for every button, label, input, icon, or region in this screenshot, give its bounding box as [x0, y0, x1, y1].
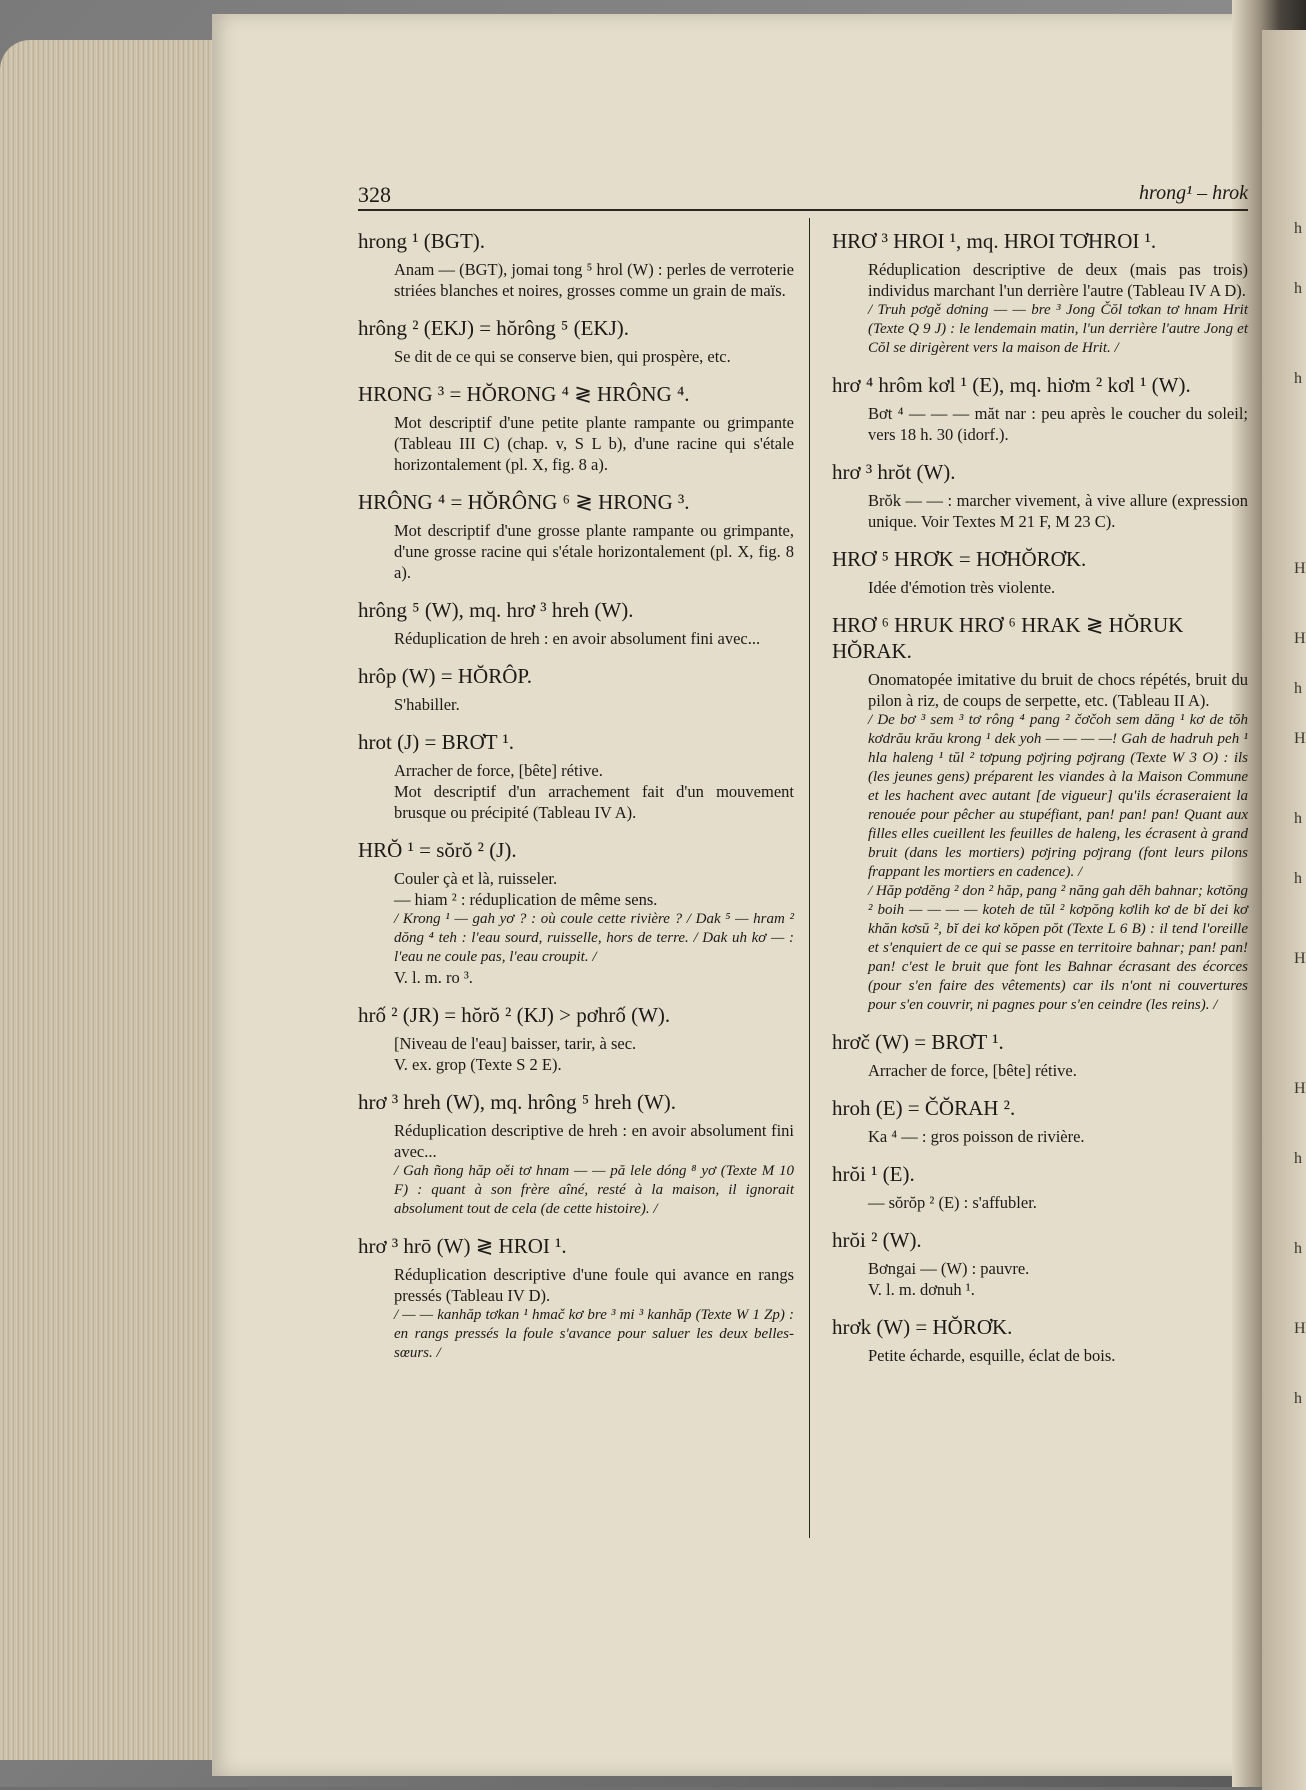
entry-headword: HRONG ³ = HŎRONG ⁴ ≷ HRÔNG ⁴. [358, 382, 690, 406]
entry-definition: Réduplication descriptive de hreh : en avoir absolument fini avec... [394, 1121, 794, 1161]
entry-headword: HRÔNG ⁴ = HŎRÔNG ⁶ ≷ HRONG ³. [358, 490, 690, 514]
entry-headword: hrong ¹ (BGT). [358, 229, 486, 253]
dictionary-entry [358, 597, 794, 649]
dictionary-entry [358, 663, 794, 715]
entry-definition: Petite écharde, esquille, éclat de bois. [868, 1346, 1116, 1365]
entry-headword: hrông ⁵ (W), mq. hrơ ³ hreh (W). [358, 598, 634, 622]
entry-headword: hrông ² (EKJ) = hŏrông ⁵ (EKJ). [358, 316, 630, 340]
dictionary-entry [832, 228, 1248, 358]
entry-headword: HRƠ ⁶ HRUK HRƠ ⁶ HRAK ≷ HŎRUK HŎRAK. [832, 613, 1184, 663]
dictionary-entry [832, 1095, 1248, 1147]
entry-definition: Ka ⁴ — : gros poisson de rivière. [868, 1127, 1085, 1146]
right-page-letter: H [1294, 1080, 1306, 1097]
entry-definition: Réduplication descriptive de deux (mais pas trois) individus marchant l'un derrière l'autre (Tableau IV A D). [868, 260, 1248, 300]
entry-headword: hrơ ³ hreh (W), mq. hrông ⁵ hreh (W). [358, 1090, 677, 1114]
dictionary-entry [358, 1089, 794, 1219]
entry-definition: — hiam ² : réduplication de même sens. [394, 890, 658, 909]
entry-definition: Arracher de force, [bête] rétive. [868, 1061, 1077, 1080]
dictionary-entry [358, 1002, 794, 1075]
entry-definition: Réduplication descriptive d'une foule qui avance en rangs pressés (Tableau IV D). [394, 1265, 794, 1305]
dictionary-entry [358, 315, 794, 367]
entry-example: / Gah ñong hăp oěi tơ hnam — — pă lele dóng ⁸ yơ (Texte M 10 F) : quant à son frère aîné, resté à la maison, il ignorait absolument tout de cela (de cette histoire). / [394, 1163, 794, 1217]
entry-example: / Hăp pơdĕng ² don ² hăp, pang ² năng gah dĕh bahnar; kơtŏng ² boih — — — — koteh de tŭl ² kơpŏng kơlih kơ de bĭ dei kơ khăn kơsŭ ², bĭ dei kơ kŏpen pŏt (Texte L 6 B) : il tend l'oreille et s'enquiert de ce qui se passe en territoire bahnar; pan! pan! pan! c'est le bruit que font les Bahnar écrasant des écorces (pour s'en faire des vêtements) car ils n'ont ni couvertures pour s'en couvrir, ni pagnes pour s'en ceindre (les reins). / [868, 883, 1248, 1013]
right-page-letter: h [1294, 870, 1302, 887]
header-rule [358, 209, 1248, 211]
entry-definition: Réduplication de hreh : en avoir absolument fini avec... [394, 629, 761, 648]
dictionary-entry [832, 1314, 1248, 1366]
right-page-letter: H [1294, 1320, 1306, 1337]
entry-example: / Truh pơgě dơning — — bre ³ Jong Čŏl tơkan tơ hnam Hrit (Texte Q 9 J) : le lendemain matin, l'un derrière l'autre Jong et Cŏl se dirigèrent vers la maison de Hrit. / [868, 302, 1248, 356]
dictionary-entry [832, 1029, 1248, 1081]
right-page-letter: h [1294, 1240, 1302, 1257]
entry-definition: Mot descriptif d'une petite plante rampante ou grimpante (Tableau III C) (chap. v, S L b), d'une racine qui s'étale horizontalement (pl. X, fig. 8 a). [394, 413, 794, 474]
dictionary-entry [832, 459, 1248, 532]
entry-headword: hrơ ⁴ hrôm kơl ¹ (E), mq. hiơm ² kơl ¹ (W). [832, 373, 1191, 397]
right-page-letter: h [1294, 280, 1302, 297]
entry-headword: hrơ ³ hrŏt (W). [832, 460, 956, 484]
dictionary-entry [832, 1161, 1248, 1213]
right-page-letter: h [1294, 370, 1302, 387]
entry-definition: Couler çà et là, ruisseler. [394, 869, 558, 888]
entry-definition: Mot descriptif d'une grosse plante rampante ou grimpante, d'une grosse racine qui s'étale horizontalement (pl. X, fig. 8 a). [394, 521, 794, 582]
dictionary-entry [358, 729, 794, 823]
right-page-letter: h [1294, 1390, 1302, 1407]
entry-definition: Idée d'émotion très violente. [868, 578, 1056, 597]
entry-definition: Anam — (BGT), jomai tong ⁵ hrol (W) : perles de verroterie striées blanches et noires, grosses comme un grain de maïs. [394, 260, 794, 300]
dictionary-entry [358, 228, 794, 301]
entry-definition: Bơt ⁴ — — — măt nar : peu après le coucher du soleil; vers 18 h. 30 (idorf.). [868, 404, 1248, 444]
entry-headword: hrot (J) = BRƠT ¹. [358, 730, 515, 754]
entry-headword: HRŎ ¹ = sŏrŏ ² (J). [358, 838, 517, 862]
entry-example: / De bơ ³ sem ³ tơ rông ⁴ pang ² čơčoh sem dăng ¹ kơ de tŏh kơdrău krău krong ¹ dek yoh — — — —! Gah de hadruh peh ¹ hla haleng ¹ tŭl ² tơpung pơjring pơjrang (Texte W 3 O) : ils (les jeunes gens) préparent les viandes à la Maison Commune et les hachent avec autant [de vigueur] qu'ils écraseraient la renouée pour pêcher au stupéfiant, pan! pan! pan! Quant aux filles elles cueillent les feuilles de haleng, les écrasent à grand bruit (dans les mortiers) pơjring pơjrang (font leurs pilons frappant les mortiers en cadence). / [868, 712, 1248, 880]
left-column [358, 228, 794, 1377]
entry-headword: hrơ ³ hrō (W) ≷ HROI ¹. [358, 1234, 567, 1258]
entry-definition: — sŏrŏp ² (E) : s'affubler. [868, 1193, 1037, 1212]
dictionary-entry [832, 372, 1248, 445]
entry-example: / — — kanhăp tơkan ¹ hmač kơ bre ³ mi ³ kanhăp (Texte W 1 Zp) : en rangs pressés la foule s'avance pour saluer les deux belles-sœurs. / [394, 1307, 794, 1361]
entry-definition: Bơngai — (W) : pauvre. [868, 1259, 1030, 1278]
entry-headword: HRƠ ³ HROI ¹, mq. HROI TƠHROI ¹. [832, 229, 1157, 253]
entry-headword: HRƠ ⁵ HRƠK = HƠHŎRƠK. [832, 547, 1087, 571]
dictionary-entry [358, 489, 794, 583]
entry-example: / Krong ¹ — gah yơ ? : où coule cette rivière ? / Dak ⁵ — hram ² dŏng ⁴ teh : l'eau sourd, ruisselle, hors de terre. / Dak uh kơ — : l'eau ne coule pas, l'eau croupit. / [394, 911, 794, 965]
right-page-edge [1262, 30, 1306, 1790]
right-page-letter: H [1294, 950, 1306, 967]
dictionary-entry [358, 837, 794, 988]
entry-definition: Arracher de force, [bête] rétive. [394, 761, 603, 780]
dictionary-entry [832, 612, 1248, 1015]
right-page-letter: h [1294, 680, 1302, 697]
dictionary-entry [832, 1227, 1248, 1300]
entry-definition: V. l. m. dơnuh ¹. [868, 1280, 975, 1299]
right-column [832, 228, 1248, 1380]
right-page-letter: h [1294, 220, 1302, 237]
right-page-letter: H [1294, 560, 1306, 577]
entry-definition: Mot descriptif d'un arrachement fait d'un mouvement brusque ou précipité (Tableau IV A). [394, 782, 794, 822]
entry-headword: hrơk (W) = HŎRƠK. [832, 1315, 1013, 1339]
entry-definition: [Niveau de l'eau] baisser, tarir, à sec. [394, 1034, 637, 1053]
entry-headword: hrŏi ¹ (E). [832, 1162, 915, 1186]
running-head: hrong¹ – hrok [1139, 182, 1248, 204]
entry-definition: S'habiller. [394, 695, 460, 714]
right-page-letter: H [1294, 630, 1306, 647]
entry-definition: Se dit de ce qui se conserve bien, qui prospère, etc. [394, 347, 731, 366]
dictionary-entry [358, 1233, 794, 1363]
right-page-letter: H [1294, 730, 1306, 747]
page-edges [0, 40, 215, 1760]
entry-definition: Brŏk — — : marcher vivement, à vive allure (expression unique. Voir Textes M 21 F, M 23 C). [868, 491, 1248, 531]
entry-definition: V. ex. grop (Texte S 2 E). [394, 1055, 562, 1074]
entry-headword: hrơč (W) = BRƠT ¹. [832, 1030, 1004, 1054]
entry-headword: hroh (E) = ČŎRAH ². [832, 1096, 1016, 1120]
dictionary-entry [832, 546, 1248, 598]
entry-definition: V. l. m. ro ³. [394, 968, 473, 987]
entry-headword: hrôp (W) = HŎRÔP. [358, 664, 532, 688]
dictionary-entry [358, 381, 794, 475]
right-page-letter: h [1294, 810, 1302, 827]
right-page-letter: h [1294, 1150, 1302, 1167]
entry-headword: hrŏi ² (W). [832, 1228, 922, 1252]
entry-headword: hrố ² (JR) = hŏrŏ ² (KJ) > pơhrố (W). [358, 1003, 671, 1027]
page-number: 328 [358, 182, 391, 207]
column-divider [809, 218, 810, 1538]
entry-definition: Onomatopée imitative du bruit de chocs répétés, bruit du pilon à riz, de coups de serpette, etc. (Tableau II A). [868, 670, 1248, 710]
